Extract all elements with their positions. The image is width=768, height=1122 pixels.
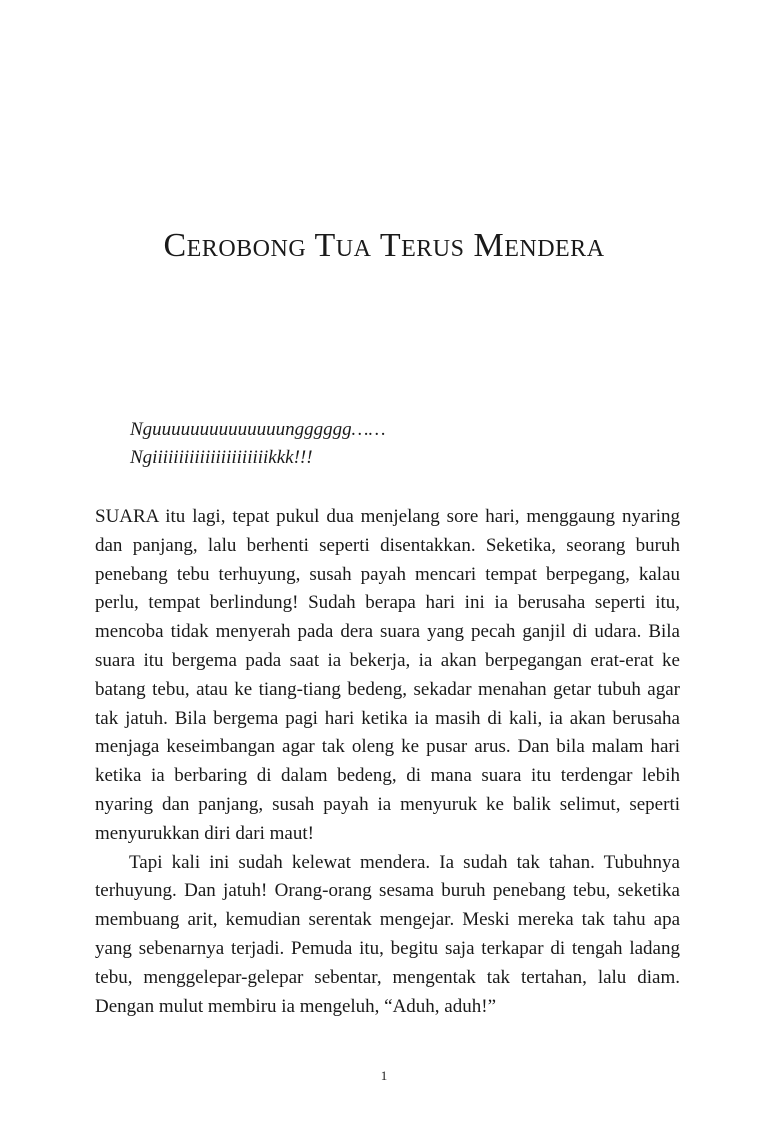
epigraph — [130, 416, 385, 472]
epigraph-line: Nguuuuuuuuuuuuuungggggg…… — [130, 419, 386, 440]
paragraph: Tapi kali ini sudah kelewat mendera. Ia sudah tak tahan. Tubuhnya terhuyung. Dan jatuh! Orang-orang sesama buruh penebang tebu, seketika membuang arit, kemudian serentak mengejar. Meski mereka tak tahu apa yang sebenarnya terjadi. Pemuda itu, begitu saja terkapar di tengah ladang tebu, menggelepar-gelepar sebentar, mengentak tak tertahan, lalu diam. Dengan mulut membiru ia mengeluh, “Aduh, aduh!” — [95, 851, 680, 1017]
chapter-title: Cerobong Tua Terus Mendera — [163, 227, 605, 264]
epigraph-line: Ngiiiiiiiiiiiiiiiiiiiiiikkk!!! — [130, 447, 313, 468]
body-text — [95, 503, 680, 1021]
paragraph: SUARA itu lagi, tepat pukul dua menjelang sore hari, menggaung nyaring dan panjang, lalu berhenti seperti disentakkan. Seketika, seorang buruh penebang tebu terhuyung, susah payah mencari tempat berpegang, kalau perlu, tempat berlindung! Sudah berapa hari ini ia berusaha seperti itu, mencoba tidak menyerah pada dera suara yang pecah ganjil di udara. Bila suara itu bergema pada saat ia bekerja, ia akan berpegangan erat-erat ke batang tebu, atau ke tiang-tiang bedeng, sekadar menahan getar tubuh agar tak jatuh. Bila bergema pagi hari ketika ia masih di kali, ia akan berusaha menjaga keseimbangan agar tak oleng ke pusar arus. Dan bila malam hari ketika ia berbaring di dalam bedeng, di mana suara itu terdengar lebih nyaring dan panjang, susah payah ia menyuruk ke balik selimut, seperti menyurukkan diri dari maut! — [95, 506, 680, 844]
page-number: 1 — [380, 1068, 388, 1083]
